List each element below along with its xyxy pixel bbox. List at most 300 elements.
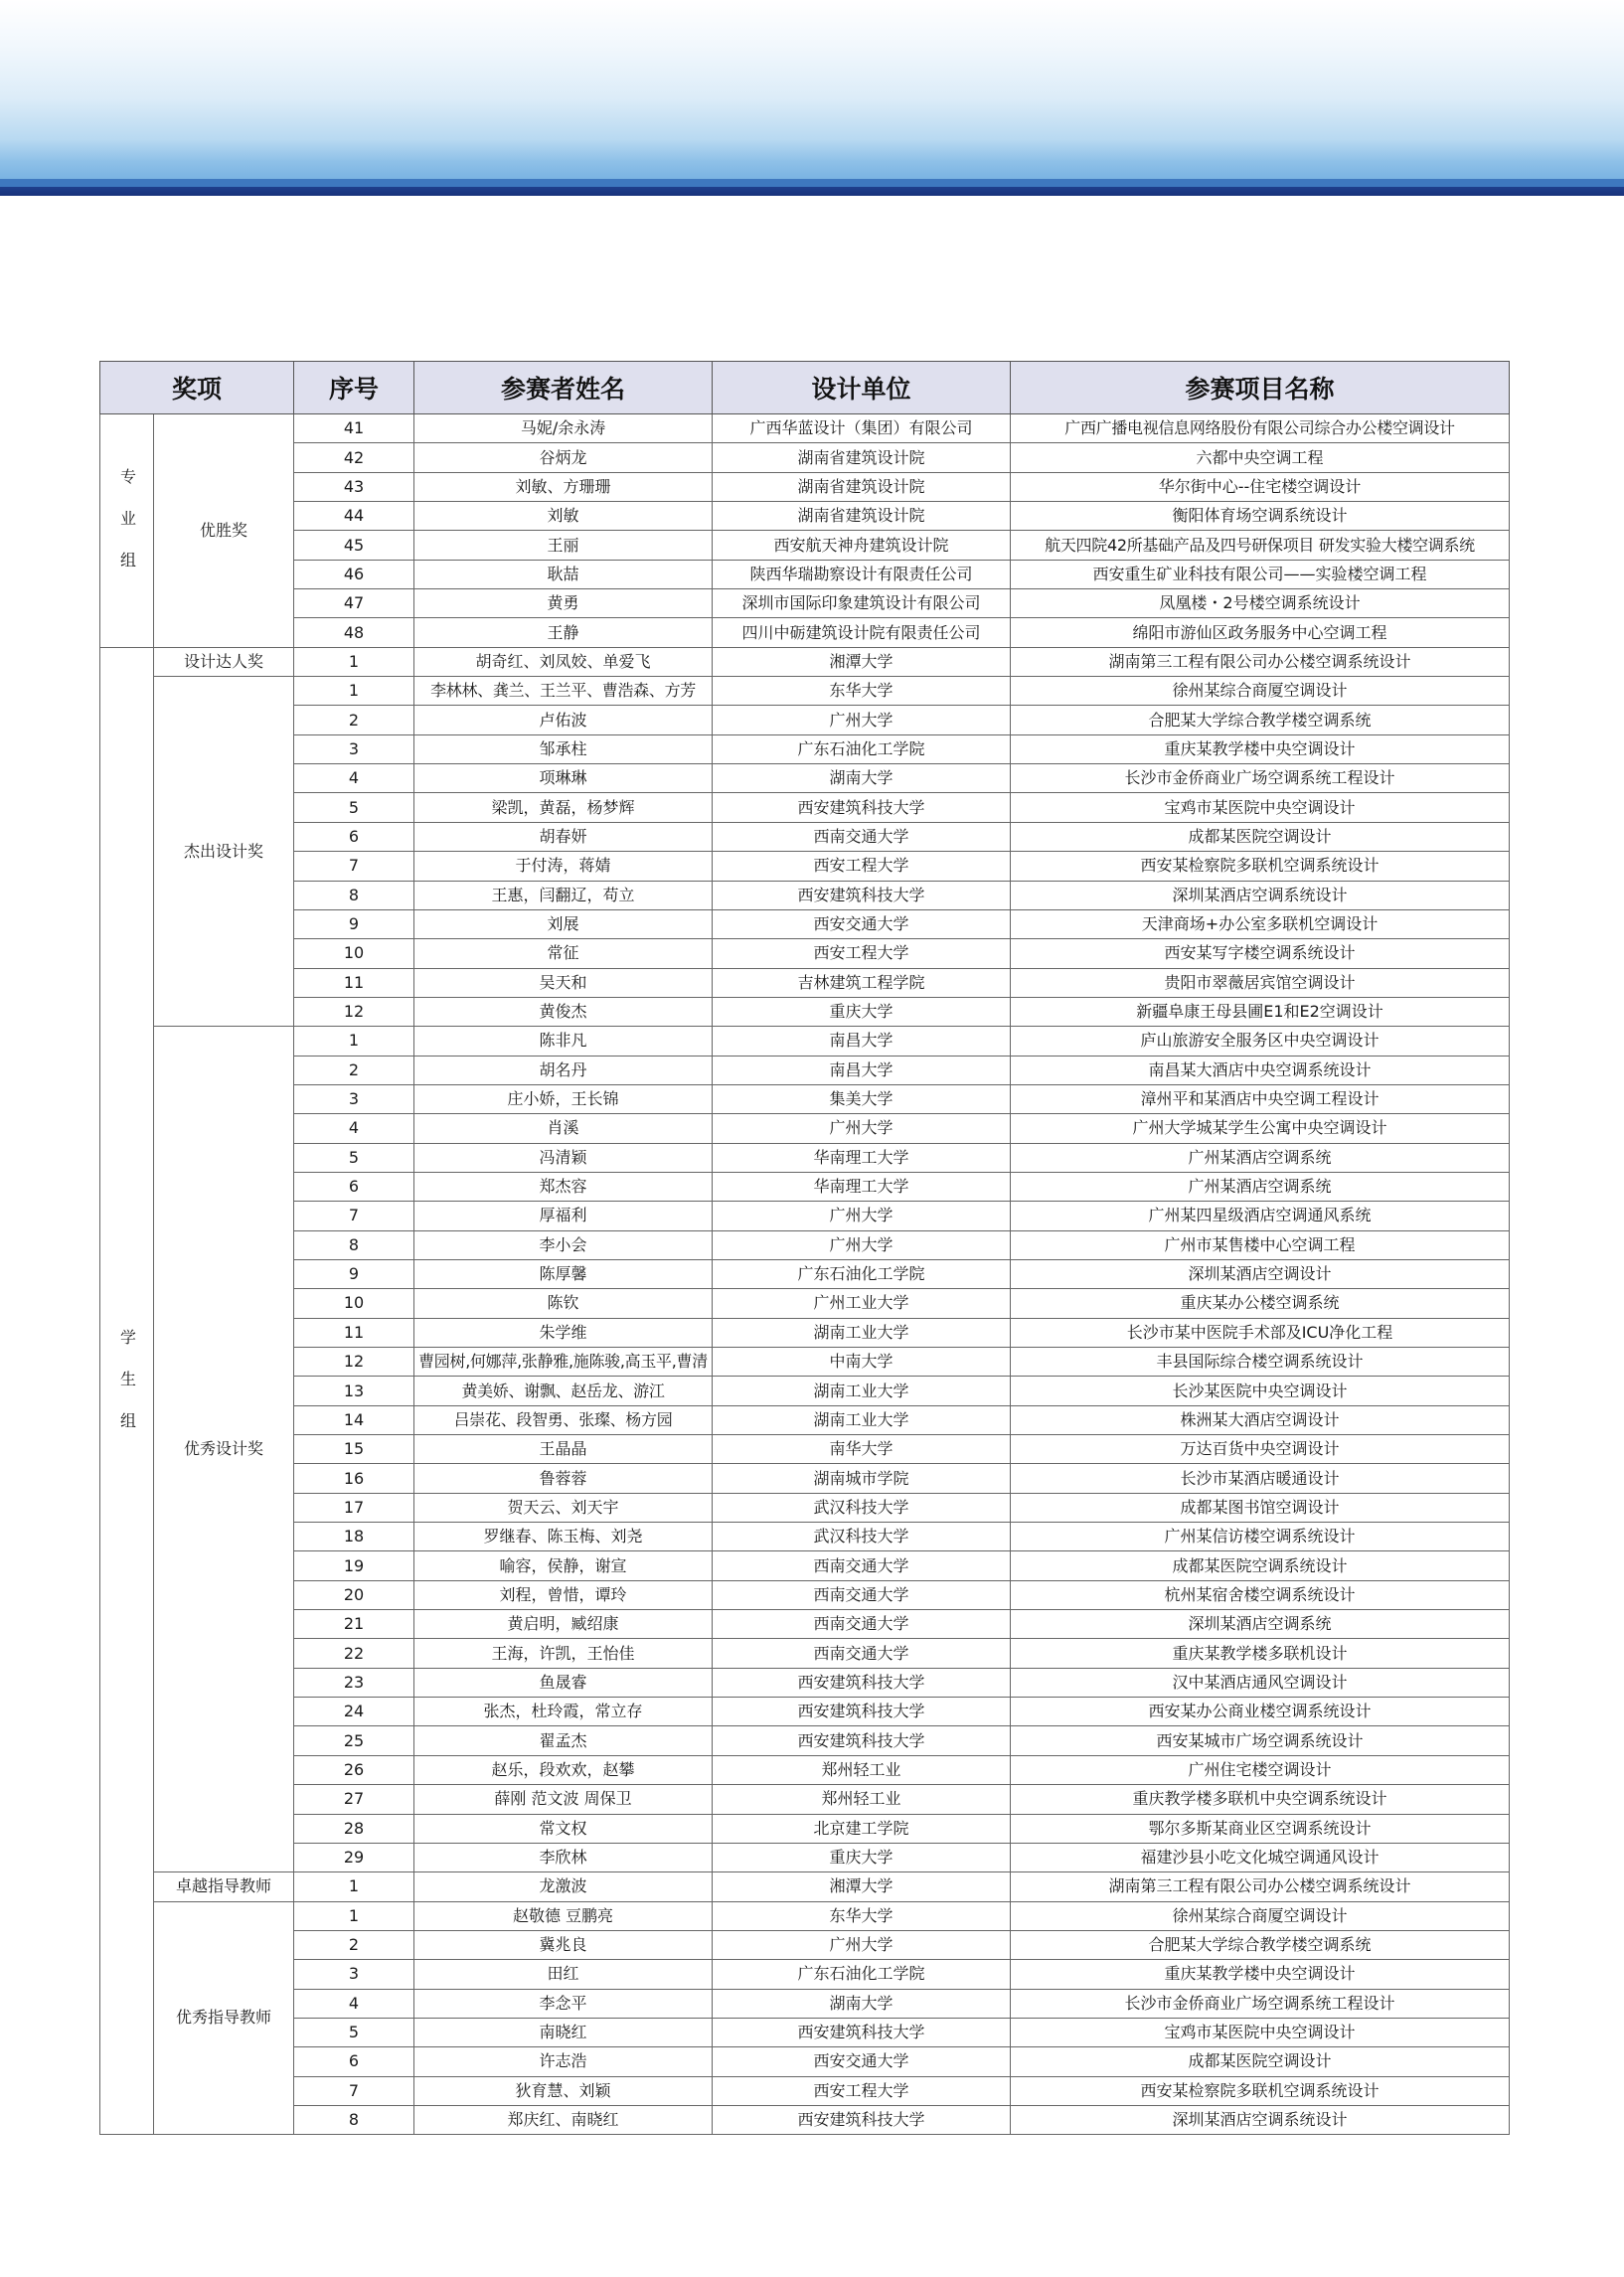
participant-name: 许志浩 [414, 2047, 713, 2076]
participant-name: 于付涛，蒋婧 [414, 852, 713, 881]
participant-name: 胡奇红、刘凤姣、单爱飞 [414, 647, 713, 676]
project-name: 广州市某售楼中心空调工程 [1011, 1230, 1510, 1259]
project-name: 湖南第三工程有限公司办公楼空调系统设计 [1011, 1872, 1510, 1901]
table-row [100, 1698, 1510, 1726]
table-row [100, 1114, 1510, 1143]
project-name: 六都中央空调工程 [1011, 443, 1510, 472]
participant-name: 田红 [414, 1960, 713, 1989]
organization: 西安建筑科技大学 [713, 2105, 1011, 2134]
project-name: 成都某医院空调系统设计 [1011, 1551, 1510, 1580]
organization: 深圳市国际印象建筑设计有限公司 [713, 589, 1011, 618]
table-row [100, 1814, 1510, 1843]
project-name: 长沙市金侨商业广场空调系统工程设计 [1011, 1989, 1510, 2018]
table-row [100, 1493, 1510, 1522]
project-name: 航天四院42所基础产品及四号研保项目 研发实验大楼空调系统 [1011, 531, 1510, 560]
project-name: 长沙某医院中央空调设计 [1011, 1377, 1510, 1405]
organization: 南昌大学 [713, 1056, 1011, 1084]
table-header-row [100, 362, 1510, 414]
table-row [100, 1348, 1510, 1377]
table-row [100, 1785, 1510, 1814]
row-number: 43 [294, 472, 414, 501]
row-number: 11 [294, 1318, 414, 1347]
table-row [100, 706, 1510, 734]
row-number: 24 [294, 1698, 414, 1726]
project-name: 汉中某酒店通风空调设计 [1011, 1668, 1510, 1697]
organization: 湖南省建筑设计院 [713, 502, 1011, 531]
organization: 湖南工业大学 [713, 1405, 1011, 1434]
table-row [100, 793, 1510, 822]
organization: 吉林建筑工程学院 [713, 968, 1011, 997]
project-name: 广西广播电视信息网络股份有限公司综合办公楼空调设计 [1011, 414, 1510, 443]
award-label: 优胜奖 [154, 414, 294, 648]
organization: 广州大学 [713, 1202, 1011, 1230]
project-name: 庐山旅游安全服务区中央空调设计 [1011, 1027, 1510, 1056]
row-number: 6 [294, 2047, 414, 2076]
row-number: 5 [294, 2018, 414, 2046]
table-row [100, 852, 1510, 881]
organization: 湖南城市学院 [713, 1464, 1011, 1493]
header-award: 奖项 [100, 362, 294, 414]
participant-name: 胡春妍 [414, 822, 713, 851]
project-name: 宝鸡市某医院中央空调设计 [1011, 793, 1510, 822]
project-name: 漳州平和某酒店中央空调工程设计 [1011, 1084, 1510, 1113]
project-name: 重庆某教学楼中央空调设计 [1011, 1960, 1510, 1989]
organization: 武汉科技大学 [713, 1493, 1011, 1522]
table-row [100, 881, 1510, 909]
awards-body [100, 414, 1510, 2135]
row-number: 5 [294, 793, 414, 822]
organization: 西安航天神舟建筑设计院 [713, 531, 1011, 560]
row-number: 6 [294, 1172, 414, 1201]
header-participant: 参赛者姓名 [414, 362, 713, 414]
table-row [100, 560, 1510, 588]
project-name: 广州住宅楼空调设计 [1011, 1755, 1510, 1784]
project-name: 成都某图书馆空调设计 [1011, 1493, 1510, 1522]
header-project: 参赛项目名称 [1011, 362, 1510, 414]
organization: 湘潭大学 [713, 1872, 1011, 1901]
project-name: 株洲某大酒店空调设计 [1011, 1405, 1510, 1434]
row-number: 7 [294, 2076, 414, 2105]
table-row [100, 1872, 1510, 1901]
organization: 西安工程大学 [713, 939, 1011, 968]
row-number: 3 [294, 734, 414, 763]
project-name: 西安重生矿业科技有限公司——实验楼空调工程 [1011, 560, 1510, 588]
project-name: 合肥某大学综合教学楼空调系统 [1011, 706, 1510, 734]
participant-name: 李念平 [414, 1989, 713, 2018]
organization: 南华大学 [713, 1435, 1011, 1464]
table-row [100, 1143, 1510, 1172]
organization: 西南交通大学 [713, 1639, 1011, 1668]
award-label: 设计达人奖 [154, 647, 294, 676]
project-name: 西安某办公商业楼空调系统设计 [1011, 1698, 1510, 1726]
participant-name: 王惠，闫翻辽，苟立 [414, 881, 713, 909]
participant-name: 狄育慧、刘颖 [414, 2076, 713, 2105]
table-row [100, 968, 1510, 997]
organization: 东华大学 [713, 1901, 1011, 1930]
project-name: 广州某信访楼空调系统设计 [1011, 1523, 1510, 1551]
organization: 北京建工学院 [713, 1814, 1011, 1843]
participant-name: 邹承柱 [414, 734, 713, 763]
row-number: 11 [294, 968, 414, 997]
organization: 西安建筑科技大学 [713, 1726, 1011, 1755]
project-name: 万达百货中央空调设计 [1011, 1435, 1510, 1464]
participant-name: 贺天云、刘天宇 [414, 1493, 713, 1522]
organization: 东华大学 [713, 677, 1011, 706]
project-name: 长沙市某酒店暖通设计 [1011, 1464, 1510, 1493]
table-row [100, 1435, 1510, 1464]
project-name: 西安某检察院多联机空调系统设计 [1011, 852, 1510, 881]
participant-name: 陈厚馨 [414, 1259, 713, 1288]
group-label: 专业组 [100, 414, 154, 648]
table-row [100, 1989, 1510, 2018]
row-number: 18 [294, 1523, 414, 1551]
participant-name: 喻容，侯静，谢宣 [414, 1551, 713, 1580]
organization: 华南理工大学 [713, 1143, 1011, 1172]
project-name: 长沙市金侨商业广场空调系统工程设计 [1011, 764, 1510, 793]
row-number: 10 [294, 1289, 414, 1318]
organization: 西南交通大学 [713, 822, 1011, 851]
table-row [100, 1523, 1510, 1551]
table-row [100, 1901, 1510, 1930]
project-name: 西安某城市广场空调系统设计 [1011, 1726, 1510, 1755]
table-row [100, 1318, 1510, 1347]
row-number: 17 [294, 1493, 414, 1522]
awards-table [99, 361, 1510, 2135]
project-name: 杭州某宿舍楼空调系统设计 [1011, 1580, 1510, 1609]
table-row [100, 1580, 1510, 1609]
project-name: 新疆阜康王母县圃E1和E2空调设计 [1011, 997, 1510, 1026]
organization: 西南交通大学 [713, 1551, 1011, 1580]
row-number: 1 [294, 1901, 414, 1930]
row-number: 8 [294, 1230, 414, 1259]
table-row [100, 677, 1510, 706]
table-row [100, 997, 1510, 1026]
participant-name: 刘敏 [414, 502, 713, 531]
row-number: 22 [294, 1639, 414, 1668]
participant-name: 冀兆良 [414, 1930, 713, 1959]
organization: 西安交通大学 [713, 909, 1011, 938]
row-number: 4 [294, 1989, 414, 2018]
project-name: 贵阳市翠薇居宾馆空调设计 [1011, 968, 1510, 997]
header-banner [0, 0, 1624, 179]
participant-name: 郑庆红、南晓红 [414, 2105, 713, 2134]
row-number: 1 [294, 1872, 414, 1901]
participant-name: 南晓红 [414, 2018, 713, 2046]
organization: 西安建筑科技大学 [713, 1668, 1011, 1697]
table-row [100, 1405, 1510, 1434]
row-number: 1 [294, 647, 414, 676]
table-row [100, 1960, 1510, 1989]
participant-name: 马妮/余永涛 [414, 414, 713, 443]
organization: 南昌大学 [713, 1027, 1011, 1056]
organization: 湖南大学 [713, 764, 1011, 793]
participant-name: 庄小娇，王长锦 [414, 1084, 713, 1113]
table-row [100, 1639, 1510, 1668]
organization: 中南大学 [713, 1348, 1011, 1377]
organization: 集美大学 [713, 1084, 1011, 1113]
organization: 湖南省建筑设计院 [713, 472, 1011, 501]
row-number: 13 [294, 1377, 414, 1405]
row-number: 16 [294, 1464, 414, 1493]
organization: 武汉科技大学 [713, 1523, 1011, 1551]
participant-name: 王晶晶 [414, 1435, 713, 1464]
row-number: 29 [294, 1843, 414, 1871]
header-organization: 设计单位 [713, 362, 1011, 414]
row-number: 47 [294, 589, 414, 618]
organization: 广州工业大学 [713, 1289, 1011, 1318]
table-row [100, 618, 1510, 647]
table-row [100, 734, 1510, 763]
award-label: 杰出设计奖 [154, 677, 294, 1027]
table-row [100, 531, 1510, 560]
project-name: 西安某写字楼空调系统设计 [1011, 939, 1510, 968]
row-number: 41 [294, 414, 414, 443]
project-name: 湖南第三工程有限公司办公楼空调系统设计 [1011, 647, 1510, 676]
project-name: 成都某医院空调设计 [1011, 2047, 1510, 2076]
participant-name: 张杰，杜玲霞，常立存 [414, 1698, 713, 1726]
row-number: 7 [294, 852, 414, 881]
organization: 郑州轻工业 [713, 1785, 1011, 1814]
organization: 西安交通大学 [713, 2047, 1011, 2076]
award-label: 优秀指导教师 [154, 1901, 294, 2135]
project-name: 衡阳体育场空调系统设计 [1011, 502, 1510, 531]
table-row [100, 1464, 1510, 1493]
row-number: 27 [294, 1785, 414, 1814]
row-number: 9 [294, 1259, 414, 1288]
table-row [100, 1202, 1510, 1230]
table-row [100, 1726, 1510, 1755]
participant-name: 王静 [414, 618, 713, 647]
row-number: 12 [294, 1348, 414, 1377]
project-name: 宝鸡市某医院中央空调设计 [1011, 2018, 1510, 2046]
project-name: 成都某医院空调设计 [1011, 822, 1510, 851]
table-row [100, 502, 1510, 531]
project-name: 重庆某教学楼中央空调设计 [1011, 734, 1510, 763]
table-row [100, 939, 1510, 968]
project-name: 西安某检察院多联机空调系统设计 [1011, 2076, 1510, 2105]
organization: 西安工程大学 [713, 852, 1011, 881]
organization: 西安工程大学 [713, 2076, 1011, 2105]
row-number: 48 [294, 618, 414, 647]
participant-name: 赵敬德 豆鹏亮 [414, 1901, 713, 1930]
table-row [100, 647, 1510, 676]
project-name: 广州某酒店空调系统 [1011, 1143, 1510, 1172]
participant-name: 鱼晟睿 [414, 1668, 713, 1697]
participant-name: 郑杰容 [414, 1172, 713, 1201]
organization: 湖南大学 [713, 1989, 1011, 2018]
project-name: 深圳某酒店空调系统设计 [1011, 2105, 1510, 2134]
row-number: 21 [294, 1610, 414, 1639]
row-number: 3 [294, 1084, 414, 1113]
row-number: 8 [294, 2105, 414, 2134]
participant-name: 黄美娇、谢飘、赵岳龙、游江 [414, 1377, 713, 1405]
organization: 广东石油化工学院 [713, 1960, 1011, 1989]
participant-name: 陈钦 [414, 1289, 713, 1318]
table-row [100, 1027, 1510, 1056]
organization: 广州大学 [713, 1230, 1011, 1259]
row-number: 4 [294, 764, 414, 793]
organization: 广州大学 [713, 1114, 1011, 1143]
participant-name: 曹园树,何娜萍,张静雅,施陈骏,高玉平,曹清 [414, 1348, 713, 1377]
table-row [100, 1610, 1510, 1639]
table-row [100, 1056, 1510, 1084]
row-number: 19 [294, 1551, 414, 1580]
participant-name: 鲁蓉蓉 [414, 1464, 713, 1493]
table-row [100, 764, 1510, 793]
table-row [100, 1172, 1510, 1201]
participant-name: 李小会 [414, 1230, 713, 1259]
project-name: 南昌某大酒店中央空调系统设计 [1011, 1056, 1510, 1084]
organization: 湖南工业大学 [713, 1318, 1011, 1347]
row-number: 7 [294, 1202, 414, 1230]
participant-name: 黄勇 [414, 589, 713, 618]
table-row [100, 909, 1510, 938]
participant-name: 吕崇花、段智勇、张璨、杨方园 [414, 1405, 713, 1434]
row-number: 14 [294, 1405, 414, 1434]
participant-name: 吴天和 [414, 968, 713, 997]
row-number: 10 [294, 939, 414, 968]
banner-stripe-dark [0, 187, 1624, 196]
organization: 西安建筑科技大学 [713, 793, 1011, 822]
organization: 西南交通大学 [713, 1610, 1011, 1639]
organization: 郑州轻工业 [713, 1755, 1011, 1784]
row-number: 2 [294, 706, 414, 734]
table-row [100, 472, 1510, 501]
table-row [100, 1551, 1510, 1580]
organization: 四川中砺建筑设计院有限责任公司 [713, 618, 1011, 647]
project-name: 广州大学城某学生公寓中央空调设计 [1011, 1114, 1510, 1143]
project-name: 华尔街中心--住宅楼空调设计 [1011, 472, 1510, 501]
row-number: 1 [294, 677, 414, 706]
project-name: 天津商场+办公室多联机空调设计 [1011, 909, 1510, 938]
row-number: 23 [294, 1668, 414, 1697]
row-number: 4 [294, 1114, 414, 1143]
row-number: 42 [294, 443, 414, 472]
row-number: 9 [294, 909, 414, 938]
project-name: 丰县国际综合楼空调系统设计 [1011, 1348, 1510, 1377]
participant-name: 薛刚 范文波 周保卫 [414, 1785, 713, 1814]
row-number: 45 [294, 531, 414, 560]
row-number: 44 [294, 502, 414, 531]
organization: 西安建筑科技大学 [713, 881, 1011, 909]
participant-name: 项琳琳 [414, 764, 713, 793]
participant-name: 李林林、龚兰、王兰平、曹浩森、方芳 [414, 677, 713, 706]
award-label: 卓越指导教师 [154, 1872, 294, 1901]
organization: 西安建筑科技大学 [713, 2018, 1011, 2046]
participant-name: 陈非凡 [414, 1027, 713, 1056]
project-name: 徐州某综合商厦空调设计 [1011, 677, 1510, 706]
project-name: 重庆某教学楼多联机设计 [1011, 1639, 1510, 1668]
organization: 西南交通大学 [713, 1580, 1011, 1609]
project-name: 福建沙县小吃文化城空调通风设计 [1011, 1843, 1510, 1871]
organization: 湖南省建筑设计院 [713, 443, 1011, 472]
participant-name: 龙激波 [414, 1872, 713, 1901]
organization: 湖南工业大学 [713, 1377, 1011, 1405]
organization: 湘潭大学 [713, 647, 1011, 676]
project-name: 凤凰楼・2号楼空调系统设计 [1011, 589, 1510, 618]
table-row [100, 2105, 1510, 2134]
table-row [100, 1230, 1510, 1259]
table-row [100, 414, 1510, 443]
table-row [100, 1377, 1510, 1405]
participant-name: 刘程，曾惜，谭玲 [414, 1580, 713, 1609]
row-number: 28 [294, 1814, 414, 1843]
row-number: 5 [294, 1143, 414, 1172]
project-name: 绵阳市游仙区政务服务中心空调工程 [1011, 618, 1510, 647]
participant-name: 王海，许凯，王怡佳 [414, 1639, 713, 1668]
row-number: 46 [294, 560, 414, 588]
header-number: 序号 [294, 362, 414, 414]
project-name: 重庆某办公楼空调系统 [1011, 1289, 1510, 1318]
table-row [100, 2047, 1510, 2076]
participant-name: 胡名丹 [414, 1056, 713, 1084]
project-name: 重庆教学楼多联机中央空调系统设计 [1011, 1785, 1510, 1814]
participant-name: 常征 [414, 939, 713, 968]
participant-name: 王丽 [414, 531, 713, 560]
participant-name: 李欣林 [414, 1843, 713, 1871]
project-name: 广州某四星级酒店空调通风系统 [1011, 1202, 1510, 1230]
table-row [100, 1289, 1510, 1318]
participant-name: 厚福利 [414, 1202, 713, 1230]
participant-name: 翟孟杰 [414, 1726, 713, 1755]
participant-name: 肖溪 [414, 1114, 713, 1143]
participant-name: 罗继春、陈玉梅、刘尧 [414, 1523, 713, 1551]
project-name: 广州某酒店空调系统 [1011, 1172, 1510, 1201]
participant-name: 常文权 [414, 1814, 713, 1843]
project-name: 鄂尔多斯某商业区空调系统设计 [1011, 1814, 1510, 1843]
banner-stripe-light [0, 179, 1624, 187]
participant-name: 黄俊杰 [414, 997, 713, 1026]
project-name: 合肥某大学综合教学楼空调系统 [1011, 1930, 1510, 1959]
participant-name: 黄启明，臧绍康 [414, 1610, 713, 1639]
row-number: 2 [294, 1056, 414, 1084]
project-name: 深圳某酒店空调设计 [1011, 1259, 1510, 1288]
table-row [100, 1084, 1510, 1113]
participant-name: 赵乐，段欢欢，赵攀 [414, 1755, 713, 1784]
organization: 广西华蓝设计（集团）有限公司 [713, 414, 1011, 443]
organization: 西安建筑科技大学 [713, 1698, 1011, 1726]
table-row [100, 1843, 1510, 1871]
organization: 陕西华瑞勘察设计有限责任公司 [713, 560, 1011, 588]
participant-name: 谷炳龙 [414, 443, 713, 472]
award-label: 优秀设计奖 [154, 1027, 294, 1872]
row-number: 8 [294, 881, 414, 909]
row-number: 2 [294, 1930, 414, 1959]
row-number: 12 [294, 997, 414, 1026]
project-name: 深圳某酒店空调系统 [1011, 1610, 1510, 1639]
group-label: 学生组 [100, 647, 154, 2135]
table-row [100, 2018, 1510, 2046]
participant-name: 刘敏、方珊珊 [414, 472, 713, 501]
organization: 广东石油化工学院 [713, 734, 1011, 763]
participant-name: 朱学维 [414, 1318, 713, 1347]
table-row [100, 1259, 1510, 1288]
table-row [100, 589, 1510, 618]
organization: 广东石油化工学院 [713, 1259, 1011, 1288]
project-name: 徐州某综合商厦空调设计 [1011, 1901, 1510, 1930]
row-number: 1 [294, 1027, 414, 1056]
participant-name: 耿喆 [414, 560, 713, 588]
organization: 重庆大学 [713, 997, 1011, 1026]
table-row [100, 1755, 1510, 1784]
row-number: 26 [294, 1755, 414, 1784]
organization: 重庆大学 [713, 1843, 1011, 1871]
organization: 广州大学 [713, 706, 1011, 734]
row-number: 15 [294, 1435, 414, 1464]
project-name: 长沙市某中医院手术部及ICU净化工程 [1011, 1318, 1510, 1347]
row-number: 20 [294, 1580, 414, 1609]
participant-name: 梁凯，黄磊，杨梦辉 [414, 793, 713, 822]
